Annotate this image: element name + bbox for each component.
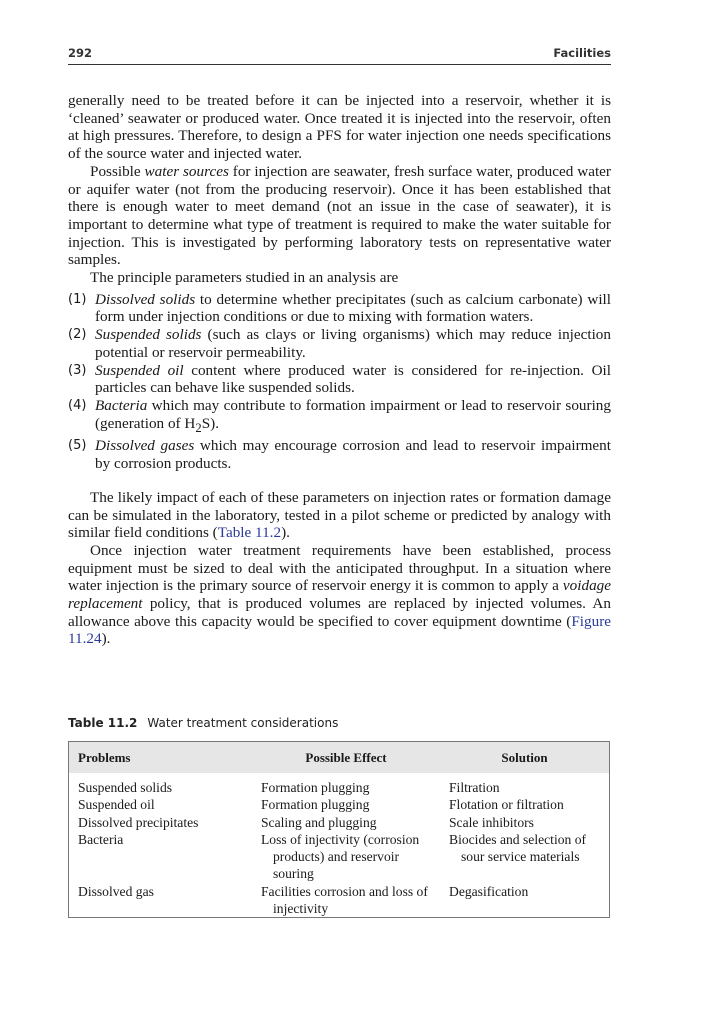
emphasis-text: Dissolved solids [95, 290, 196, 308]
table-cell [69, 814, 253, 831]
water-treatment-table [68, 741, 610, 918]
list-number: (4) [68, 397, 87, 413]
list-item [68, 362, 611, 397]
section-title: Facilities [553, 46, 611, 60]
cross-reference-link[interactable]: Table 11.2 [217, 524, 282, 542]
text-run: The likely impact of each of these parameters on injection rates or formation damage can be simulated in the laboratory, tested in a pilot scheme or predicted by analogy with similar field conditions ( [68, 488, 611, 542]
text-run: ). [281, 524, 290, 542]
table-cell [440, 773, 610, 796]
running-header [68, 44, 611, 65]
cell-text: Suspended solids [78, 780, 173, 795]
emphasis-text: water sources [144, 162, 229, 180]
cell-text: Degasification [449, 883, 529, 899]
text-run: for injection are seawater, fresh surface water, produced water or aquifer water (not from the producing reservoir). Once it has been established that there is enough water to meet demand (not an issue in the case of seawater), it is important to determine what type of treatment is required to make the water suitable for injection. This is investigated by performing laboratory tests on representative water samples. [68, 162, 611, 269]
table-cell [252, 831, 440, 883]
emphasis-text: Bacteria [95, 396, 148, 414]
text-run: S). [201, 414, 220, 432]
cell-text: Scaling and plugging [261, 814, 377, 830]
text-run: content where produced water is considered for re-injection. Oil particles can behave like suspended solids. [95, 361, 611, 397]
table-caption [68, 716, 338, 730]
table-title: Water treatment considerations [147, 716, 339, 730]
cell-text: Dissolved precipitates [78, 814, 199, 830]
cell-text: Flotation or filtration [449, 797, 564, 813]
emphasis-text: Suspended solids [95, 326, 202, 344]
table-cell [252, 796, 440, 813]
cell-text: Suspended oil [78, 797, 155, 813]
text-run: (such as clays or living organisms) which may reduce injection potential or reservoir permeability. [95, 326, 611, 361]
text-run: which may encourage corrosion and lead to reservoir impairment by corrosion products. [95, 437, 611, 473]
text-run: to determine whether precipitates (such as calcium carbonate) will form under injection conditions or due to mixing with formation waters. [95, 290, 611, 326]
list-number: (5) [68, 438, 87, 454]
paragraph [68, 163, 611, 269]
table-row [69, 814, 610, 831]
parameter-list [68, 291, 611, 473]
paragraph [68, 269, 611, 287]
emphasis-text: Dissolved gases [95, 437, 195, 455]
body-text [68, 92, 611, 648]
table-cell [252, 773, 440, 796]
table-cell [69, 773, 253, 796]
text-run: which may contribute to formation impairment or lead to reservoir souring (generation of H [95, 396, 611, 432]
col-header: Problems [69, 742, 253, 774]
list-number: (3) [68, 362, 87, 378]
text-run: Possible [90, 162, 145, 180]
table-cell [440, 814, 610, 831]
table-cell [69, 796, 253, 813]
cell-text: Dissolved gas [78, 883, 154, 899]
cell-text: Biocides and selection of sour service materials [449, 831, 587, 865]
list-item [68, 397, 611, 437]
table-cell [440, 796, 610, 813]
text-run: The principle parameters studied in an analysis are [90, 269, 399, 287]
list-number: (1) [68, 291, 87, 307]
cell-text: Loss of injectivity (corrosion products) and reservoir souring [261, 831, 420, 882]
list-item [68, 437, 611, 472]
emphasis-text: Suspended oil [95, 361, 184, 379]
page-number: 292 [68, 46, 93, 60]
text-run: 2 [195, 420, 202, 435]
emphasis-text: voidage replacement [68, 577, 611, 613]
table-cell [252, 814, 440, 831]
table-row [69, 831, 610, 883]
table-label: Table 11.2 [68, 716, 138, 730]
list-number: (2) [68, 327, 87, 343]
table-cell [440, 883, 610, 918]
paragraph [68, 92, 611, 163]
cross-reference-link[interactable]: Figure 11.24 [68, 612, 611, 648]
list-item [68, 326, 611, 361]
paragraph [68, 489, 611, 542]
cell-text: Facilities corrosion and loss of injectivity [261, 883, 428, 917]
table-row [69, 796, 610, 813]
cell-text: Formation plugging [261, 797, 370, 813]
table-row [69, 773, 610, 796]
cell-text: Scale inhibitors [449, 814, 534, 830]
cell-text: Bacteria [78, 831, 124, 847]
table-cell [69, 883, 253, 918]
cell-text: Formation plugging [261, 780, 370, 795]
table-cell [252, 883, 440, 918]
paragraph [68, 542, 611, 648]
text-run: Once injection water treatment requirements have been established, process equipment must be sized to deal with the anticipated throughput. In a situation where water injection is the primary source of reservoir energy it is common to apply a [68, 541, 611, 595]
cell-text: Filtration [449, 780, 500, 795]
text-run: generally need to be treated before it can be injected into a reservoir, whether it is ‘cleaned’ seawater or produced water. Once treated it is injected into the reservoir, often at high pressures. Therefore, to design a PFS for water injection one needs specifications of the source water and injected water. [68, 92, 611, 163]
col-header: Solution [440, 742, 610, 774]
table-cell [440, 831, 610, 883]
list-item [68, 291, 611, 326]
table-row [69, 883, 610, 918]
table-cell [69, 831, 253, 883]
text-run: ). [101, 630, 111, 648]
col-header: Possible Effect [252, 742, 440, 774]
text-run: policy, that is produced volumes are replaced by injected volumes. An allowance above this capacity would be specified to cover equipment downtime ( [68, 595, 611, 630]
